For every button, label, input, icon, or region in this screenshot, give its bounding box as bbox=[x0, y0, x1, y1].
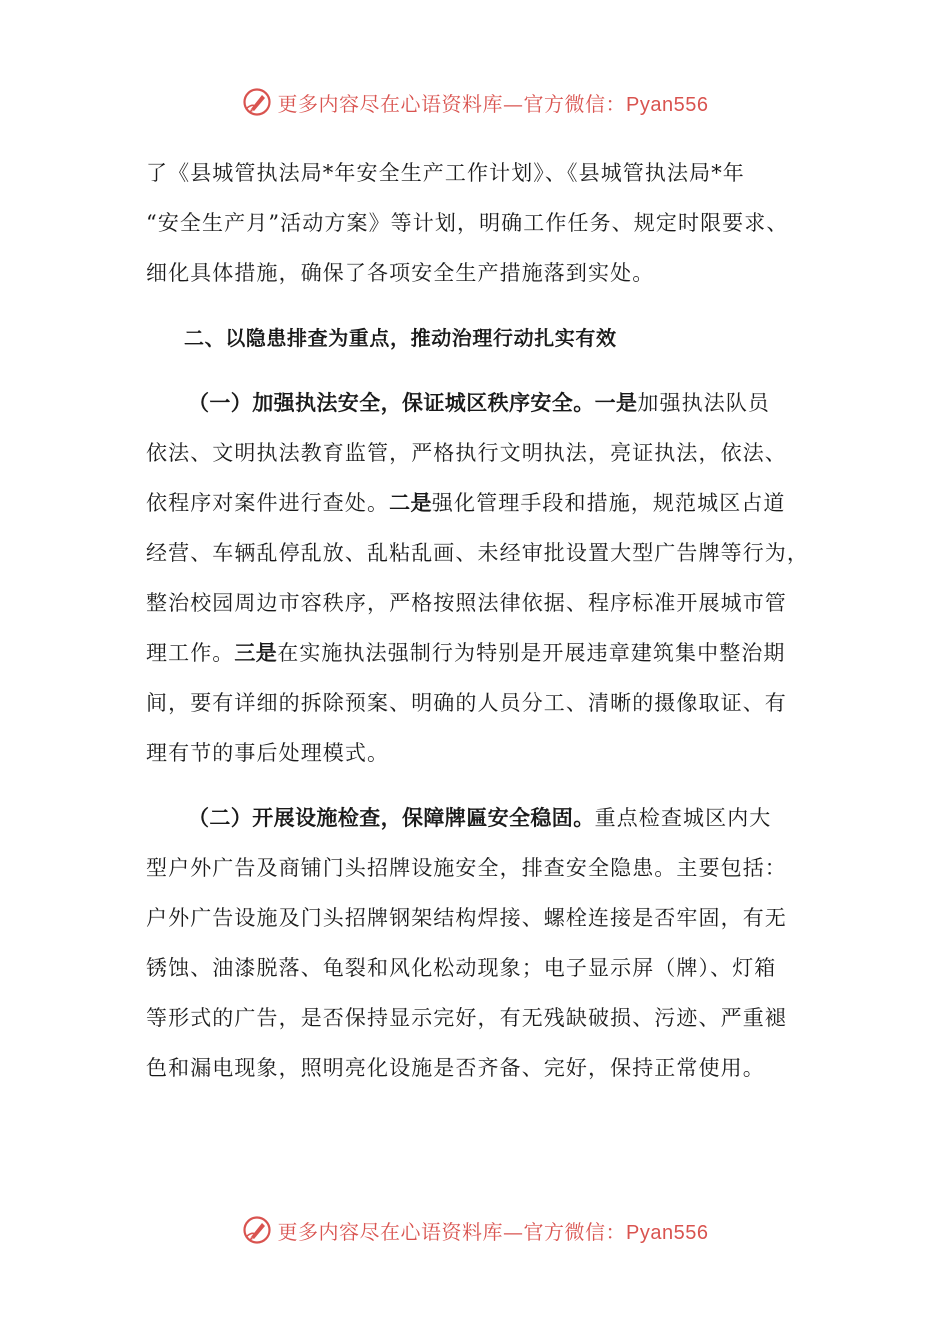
subsection-2-title: （二）开展设施检查，保障牌匾安全稳固。 bbox=[188, 806, 595, 830]
document-body bbox=[146, 148, 814, 1093]
pen-logo-icon bbox=[242, 87, 272, 117]
text-line: 依法、文明执法教育监管，严格执行文明执法，亮证执法，依法、 bbox=[146, 441, 787, 465]
text-line: 了《县城管执法局*年安全生产工作计划》、《县城管执法局*年 bbox=[146, 161, 745, 185]
marker-three: 三是 bbox=[234, 641, 278, 665]
text-line: 理有节的事后处理模式。 bbox=[146, 741, 390, 765]
marker-one: 一是 bbox=[594, 391, 638, 415]
header-banner-text: 更多内容尽在心语资料库—官方微信：Pyan556 bbox=[277, 91, 709, 116]
text-line: 等形式的广告，是否保持显示完好，有无残缺破损、污迹、严重褪 bbox=[146, 1006, 787, 1030]
text-line: 户外广告设施及门头招牌钢架结构焊接、螺栓连接是否牢固，有无 bbox=[146, 906, 787, 930]
section-heading: 二、以隐患排查为重点，推动治理行动扎实有效 bbox=[184, 326, 617, 350]
subsection-2-first-line: （二）开展设施检查，保障牌匾安全稳固。重点检查城区内大 bbox=[188, 806, 772, 830]
footer-banner-text: 更多内容尽在心语资料库—官方微信：Pyan556 bbox=[277, 1219, 709, 1244]
text-line: 锈蚀、油漆脱落、龟裂和风化松动现象；电子显示屏（牌）、灯箱 bbox=[146, 956, 777, 980]
text-line: 整治校园周边市容秩序，严格按照法律依据、程序标准开展城市管 bbox=[146, 591, 787, 615]
text-line: 经营、车辆乱停乱放、乱粘乱画、未经审批设置大型广告牌等行为， bbox=[146, 541, 809, 565]
header-banner bbox=[0, 82, 950, 122]
text-line: 间，要有详细的拆除预案、明确的人员分工、清晰的摄像取证、有 bbox=[146, 691, 787, 715]
footer-banner bbox=[0, 1210, 950, 1250]
text-line: 依程序对案件进行查处。二是强化管理手段和措施，规范城区占道 bbox=[146, 491, 786, 515]
subsection-1-first-line: （一）加强执法安全，保证城区秩序安全。一是加强执法队员 bbox=[188, 391, 771, 415]
text-line: 型户外广告及商铺门头招牌设施安全，排查安全隐患。主要包括： bbox=[146, 856, 787, 880]
text-line: 色和漏电现象，照明亮化设施是否齐备、完好，保持正常使用。 bbox=[146, 1056, 765, 1080]
subsection-1-title: （一）加强执法安全，保证城区秩序安全。 bbox=[188, 391, 595, 415]
header-wechat-id: Pyan556 bbox=[626, 93, 709, 116]
marker-two: 二是 bbox=[389, 491, 432, 515]
pen-logo-icon bbox=[242, 1215, 272, 1245]
text-line: 细化具体措施，确保了各项安全生产措施落到实处。 bbox=[146, 261, 655, 285]
footer-wechat-id: Pyan556 bbox=[626, 1221, 709, 1244]
text-line: 理工作。三是在实施执法强制行为特别是开展违章建筑集中整治期 bbox=[146, 641, 786, 665]
text-line: “安全生产月”活动方案》等计划，明确工作任务、规定时限要求、 bbox=[146, 211, 789, 235]
